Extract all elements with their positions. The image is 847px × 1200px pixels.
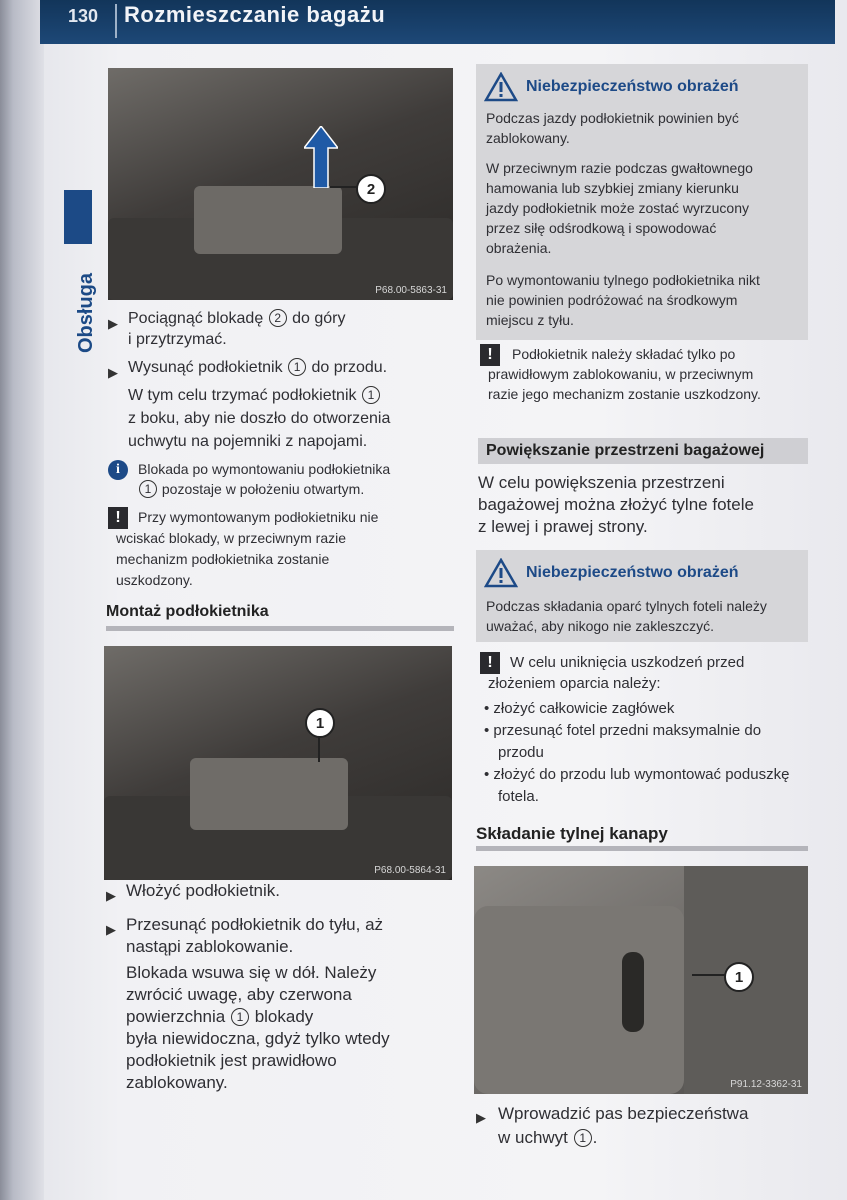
armrest-shape xyxy=(190,758,348,830)
step-text: do góry xyxy=(292,310,346,327)
photo-code: P68.00-5864-31 xyxy=(374,865,446,876)
warn-line: obrażenia. xyxy=(486,240,552,256)
info-note xyxy=(138,459,458,499)
step-push-back xyxy=(126,914,456,958)
info-text: pozostaje w położeniu otwartym. xyxy=(161,481,365,497)
step-text: W tym celu trzymać podłokietnik xyxy=(128,387,357,404)
step-arrow-icon: ▶ xyxy=(108,365,118,380)
warn-line: hamowania lub szybkiej zmiany kierunku xyxy=(486,180,739,196)
step-text: i przytrzymać. xyxy=(128,331,227,348)
warn-line: jazdy podłokietnik może zostać wyrzucony xyxy=(486,200,750,216)
page-title: Rozmieszczanie bagażu xyxy=(124,2,386,27)
page-edge xyxy=(0,0,44,1200)
step-arrow-icon: ▶ xyxy=(108,316,118,331)
step-insert-armrest: Włożyć podłokietnik. xyxy=(126,881,281,900)
step-text: zwrócić uwagę, aby czerwona xyxy=(126,985,352,1004)
danger-text xyxy=(486,596,804,636)
body-line: bagażowej można złożyć tylne fotele xyxy=(478,495,754,514)
danger-text xyxy=(486,108,804,148)
section-title-armrest-install: Montaż podłokietnika xyxy=(106,603,269,620)
note-text: uszkodzony. xyxy=(116,572,193,588)
list-item-text: przodu xyxy=(498,744,544,761)
step-detail xyxy=(126,962,456,1094)
step-detail xyxy=(128,384,458,453)
page-number: 130 xyxy=(68,6,99,26)
callout-leader xyxy=(318,736,320,762)
step-text: w uchwyt xyxy=(498,1128,568,1147)
warn-line: Po wymontowaniu tylnego podłokietnika nikt xyxy=(486,272,760,288)
ref-number: 1 xyxy=(288,358,306,376)
seatbelt-holder-photo xyxy=(474,866,808,1094)
danger-text xyxy=(486,158,804,258)
list-item xyxy=(484,786,806,808)
step-text: . xyxy=(592,1128,598,1147)
note-text: wciskać blokady, w przeciwnym razie xyxy=(116,530,347,546)
warn-line: przez siłę odśrodkową i spowodować xyxy=(486,220,717,236)
section-rule xyxy=(476,846,808,851)
list-item: • złożyć do przodu lub wymontować poduszkę xyxy=(484,766,790,783)
list-item: • złożyć całkowicie zagłówek xyxy=(484,700,675,717)
step-text: Blokada wsuwa się w dół. Należy xyxy=(126,963,377,982)
note-text: Przy wymontowanym podłokietniku nie xyxy=(138,509,379,525)
danger-box-armrest xyxy=(476,64,808,340)
callout-2: 2 xyxy=(356,174,386,204)
up-arrow-icon xyxy=(304,126,338,188)
list-item-text: złożyć do przodu lub wymontować poduszkę xyxy=(493,766,790,783)
callout-1: 1 xyxy=(724,962,754,992)
info-icon: i xyxy=(108,460,128,480)
body-line: z lewej i prawej strony. xyxy=(478,517,648,536)
list-item-text: fotela. xyxy=(498,788,539,805)
danger-box-seat-fold xyxy=(476,550,808,642)
armrest-release-photo xyxy=(108,68,453,300)
step-slide-armrest xyxy=(128,357,458,378)
damage-note xyxy=(488,344,808,404)
warn-line: miejscu z tyłu. xyxy=(486,312,574,328)
side-tab-label: Obsługa xyxy=(75,273,97,354)
step-text: powierzchnia xyxy=(126,1007,226,1026)
warning-triangle-icon xyxy=(484,558,518,588)
list-item xyxy=(484,742,806,764)
header-divider xyxy=(115,4,117,38)
step-text: blokady xyxy=(254,1007,314,1026)
callout-1: 1 xyxy=(305,708,335,738)
section-body xyxy=(478,472,806,538)
danger-title: Niebezpieczeństwo obrażeń xyxy=(526,78,739,95)
step-text: Pociągnąć blokadę xyxy=(128,310,264,327)
warn-line: W przeciwnym razie podczas gwałtownego xyxy=(486,160,753,176)
photo-code: P68.00-5863-31 xyxy=(375,285,447,296)
danger-title: Niebezpieczeństwo obrażeń xyxy=(526,564,739,581)
warn-line: Podczas składania oparć tylnych foteli należy xyxy=(486,598,767,614)
note-text: razie jego mechanizm zostanie uszkodzony. xyxy=(488,386,761,402)
note-text: Podłokietnik należy składać tylko po xyxy=(512,346,736,362)
step-text: zablokowany. xyxy=(126,1073,228,1092)
section-rule xyxy=(106,626,454,631)
step-arrow-icon: ▶ xyxy=(106,888,116,903)
list-item-text: przesunąć fotel przedni maksymalnie do xyxy=(493,722,762,739)
ref-number: 1 xyxy=(574,1129,592,1147)
ref-number: 1 xyxy=(362,386,380,404)
danger-text xyxy=(486,270,804,330)
warning-triangle-icon xyxy=(484,72,518,102)
side-tab-marker xyxy=(64,190,92,244)
step-pull-lock xyxy=(128,308,458,350)
step-text: podłokietnik jest prawidłowo xyxy=(126,1051,337,1070)
warning-exclamation-icon: ! xyxy=(480,652,500,674)
section-title-luggage-space: Powiększanie przestrzeni bagażowej xyxy=(478,438,808,464)
step-arrow-icon: ▶ xyxy=(106,922,116,937)
note-text: mechanizm podłokietnika zostanie xyxy=(116,551,330,567)
step-text: z boku, aby nie doszło do otworzenia xyxy=(128,410,391,427)
note-text: prawidłowym zablokowaniu, w przeciwnym xyxy=(488,366,754,382)
step-text: Wprowadzić pas bezpieczeństwa xyxy=(498,1104,749,1123)
step-text: do przodu. xyxy=(311,359,388,376)
step-text: Przesunąć podłokietnik do tyłu, aż xyxy=(126,915,384,934)
seatbelt-holder-shape xyxy=(622,952,644,1032)
step-text: nastąpi zablokowanie. xyxy=(126,937,294,956)
photo-code: P91.12-3362-31 xyxy=(730,1079,802,1090)
list-item-text: złożyć całkowicie zagłówek xyxy=(493,700,675,717)
step-insert-belt xyxy=(498,1102,808,1150)
damage-note xyxy=(488,652,808,694)
warn-line: Podczas jazdy podłokietnik powinien być xyxy=(486,110,739,126)
warn-line: uważać, aby nikogo nie zakleszczyć. xyxy=(486,618,714,634)
warning-exclamation-icon: ! xyxy=(108,507,128,529)
callout-leader xyxy=(692,974,726,976)
ref-number: 1 xyxy=(231,1008,249,1026)
list-item: • przesunąć fotel przedni maksymalnie do xyxy=(484,722,762,739)
note-text: złożeniem oparcia należy: xyxy=(488,675,661,692)
section-title-rear-bench: Składanie tylnej kanapy xyxy=(476,824,668,843)
step-text: uchwytu na pojemniki z napojami. xyxy=(128,433,368,450)
warn-line: nie powinien podróżować na środkowym xyxy=(486,292,738,308)
armrest-install-photo xyxy=(104,646,452,880)
ref-number: 2 xyxy=(269,309,287,327)
note-text: W celu uniknięcia uszkodzeń przed xyxy=(510,654,745,671)
warning-exclamation-icon: ! xyxy=(480,344,500,366)
header-bar xyxy=(40,0,835,44)
step-text: Wysunąć podłokietnik xyxy=(128,359,283,376)
body-line: W celu powiększenia przestrzeni xyxy=(478,473,725,492)
damage-note xyxy=(116,507,456,591)
warn-line: zablokowany. xyxy=(486,130,570,146)
armrest-shape xyxy=(194,186,342,254)
prep-list xyxy=(484,698,806,808)
seat-back-shape xyxy=(474,906,684,1094)
step-text: była niewidoczna, gdyż tylko wtedy xyxy=(126,1029,390,1048)
ref-number: 1 xyxy=(139,480,157,498)
info-text: Blokada po wymontowaniu podłokietnika xyxy=(138,461,391,477)
step-arrow-icon: ▶ xyxy=(476,1110,486,1125)
